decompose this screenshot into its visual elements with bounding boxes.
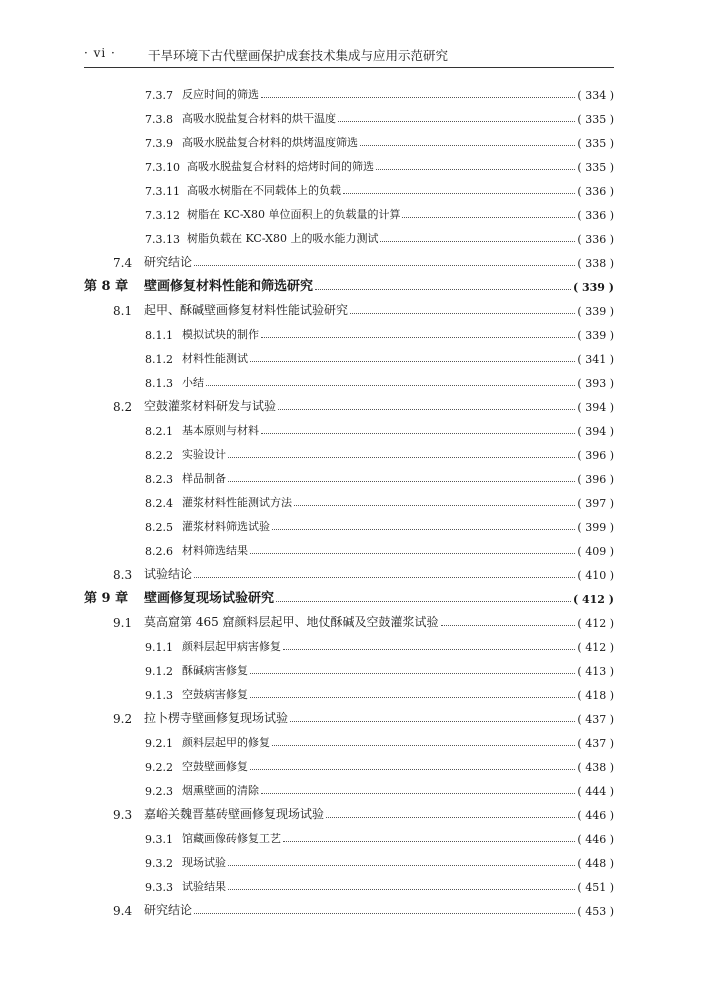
toc-entry-sub xyxy=(145,660,614,678)
toc-page-number: ( 444 ) xyxy=(577,785,614,798)
toc-entry-sub xyxy=(145,348,614,366)
toc-page-number: ( 336 ) xyxy=(577,185,614,198)
toc-title: 嘉峪关魏晋墓砖壁画修复现场试验 xyxy=(144,807,325,821)
dot-leader xyxy=(326,816,575,818)
toc-title: 实验设计 xyxy=(182,448,226,461)
toc-number: 8.2.1 xyxy=(145,425,173,438)
toc-entry-sub xyxy=(145,876,614,894)
toc-entry-sub xyxy=(145,204,614,222)
toc-title: 空鼓病害修复 xyxy=(182,688,248,701)
toc-title: 树脂负载在 KC-X80 上的吸水能力测试 xyxy=(187,232,379,245)
toc-page-number: ( 446 ) xyxy=(577,809,614,822)
dot-leader xyxy=(228,456,575,458)
toc-number: 7.3.12 xyxy=(145,209,180,222)
toc-title: 材料筛选结果 xyxy=(182,544,248,557)
dot-leader xyxy=(338,120,575,122)
dot-leader xyxy=(276,600,571,602)
toc-page-number: ( 394 ) xyxy=(577,425,614,438)
dot-leader xyxy=(380,240,575,242)
toc-entry-sec xyxy=(113,900,614,918)
toc-entry-sub xyxy=(145,180,614,198)
toc-title: 试验结果 xyxy=(182,880,226,893)
toc-page-number: ( 341 ) xyxy=(577,353,614,366)
toc-page-number: ( 453 ) xyxy=(577,905,614,918)
toc-page-number: ( 412 ) xyxy=(577,617,614,630)
toc-page-number: ( 393 ) xyxy=(577,377,614,390)
toc-page-number: ( 437 ) xyxy=(577,737,614,750)
book-title: 干旱环境下古代壁画保护成套技术集成与应用示范研究 xyxy=(148,48,449,63)
toc-title: 烟熏壁画的清除 xyxy=(182,784,259,797)
toc-title: 壁画修复现场试验研究 xyxy=(144,591,275,606)
toc-number: 9.2.2 xyxy=(145,761,173,774)
toc-title: 空鼓壁画修复 xyxy=(182,760,248,773)
toc-entry-sec xyxy=(113,564,614,582)
toc-number: 9.1.1 xyxy=(145,641,173,654)
dot-leader xyxy=(261,336,575,338)
toc-title: 高吸水脱盐复合材料的烘干温度 xyxy=(182,112,336,125)
toc-title: 壁画修复材料性能和筛选研究 xyxy=(144,279,314,294)
toc-number: 9.3 xyxy=(113,808,133,822)
toc-number: 7.3.11 xyxy=(145,185,180,198)
toc-title: 材料性能测试 xyxy=(182,352,248,365)
dot-leader xyxy=(272,528,575,530)
dot-leader xyxy=(315,288,571,290)
dot-leader xyxy=(228,480,575,482)
toc-number: 7.3.10 xyxy=(145,161,180,174)
toc-page-number: ( 335 ) xyxy=(577,113,614,126)
toc-entry-sec xyxy=(113,708,614,726)
toc-title: 现场试验 xyxy=(182,856,226,869)
toc-number: 8.2.5 xyxy=(145,521,173,534)
toc-number: 7.4 xyxy=(113,256,133,270)
dot-leader xyxy=(194,576,575,578)
toc-page-number: ( 451 ) xyxy=(577,881,614,894)
dot-leader xyxy=(283,840,575,842)
toc-page-number: ( 339 ) xyxy=(572,281,614,294)
toc-entry-sub xyxy=(145,84,614,102)
toc-page-number: ( 413 ) xyxy=(577,665,614,678)
toc-title: 研究结论 xyxy=(144,255,193,269)
dot-leader xyxy=(250,552,575,554)
toc-page-number: ( 336 ) xyxy=(577,209,614,222)
toc-page-number: ( 437 ) xyxy=(577,713,614,726)
toc-entry-sub xyxy=(145,108,614,126)
toc-number: 9.4 xyxy=(113,904,133,918)
dot-leader xyxy=(250,696,575,698)
toc-title: 样品制备 xyxy=(182,472,226,485)
toc-title: 树脂在 KC-X80 单位面积上的负载量的计算 xyxy=(187,208,401,221)
toc-number: 9.3.2 xyxy=(145,857,173,870)
toc-entry-sec xyxy=(113,300,614,318)
toc-title: 灌浆材料性能测试方法 xyxy=(182,496,292,509)
toc-page-number: ( 394 ) xyxy=(577,401,614,414)
dot-leader xyxy=(441,624,576,626)
toc-entry-sub xyxy=(145,468,614,486)
toc-title: 拉卜楞寺壁画修复现场试验 xyxy=(144,711,289,725)
toc-entry-sub xyxy=(145,132,614,150)
toc-number: 8.3 xyxy=(113,568,133,582)
toc-title: 高吸水脱盐复合材料的焙烤时间的筛选 xyxy=(187,160,374,173)
dot-leader xyxy=(272,744,575,746)
toc-entry-sub xyxy=(145,444,614,462)
toc-entry-sub xyxy=(145,540,614,558)
toc-number: 9.1 xyxy=(113,616,133,630)
toc-page-number: ( 338 ) xyxy=(577,257,614,270)
toc-number: 7.3.9 xyxy=(145,137,173,150)
toc-title: 馆藏画像砖修复工艺 xyxy=(182,832,281,845)
toc-number: 8.1.3 xyxy=(145,377,173,390)
toc-entry-sub xyxy=(145,636,614,654)
dot-leader xyxy=(278,408,575,410)
dot-leader xyxy=(228,888,575,890)
toc-number: 8.2.4 xyxy=(145,497,173,510)
toc-entry-sub xyxy=(145,780,614,798)
toc-page-number: ( 410 ) xyxy=(577,569,614,582)
toc-number: 7.3.7 xyxy=(145,89,173,102)
dot-leader xyxy=(350,312,575,314)
toc-entry-sub xyxy=(145,828,614,846)
toc-title: 颜料层起甲的修复 xyxy=(182,736,270,749)
toc-page-number: ( 396 ) xyxy=(577,473,614,486)
toc-entry-sub xyxy=(145,756,614,774)
toc-page-number: ( 335 ) xyxy=(577,137,614,150)
toc-number: 7.3.8 xyxy=(145,113,173,126)
toc-title: 试验结论 xyxy=(144,567,193,581)
toc-page-number: ( 448 ) xyxy=(577,857,614,870)
toc-title: 起甲、酥碱壁画修复材料性能试验研究 xyxy=(144,303,349,317)
toc-page-number: ( 336 ) xyxy=(577,233,614,246)
toc-number: 8.2.3 xyxy=(145,473,173,486)
toc-title: 空鼓灌浆材料研发与试验 xyxy=(144,399,277,413)
toc-title: 灌浆材料筛选试验 xyxy=(182,520,270,533)
dot-leader xyxy=(250,360,575,362)
toc-page-number: ( 396 ) xyxy=(577,449,614,462)
toc-entry-sub xyxy=(145,156,614,174)
toc-title: 莫高窟第 465 窟颜料层起甲、地仗酥碱及空鼓灌浆试验 xyxy=(144,615,439,629)
toc-title: 模拟试块的制作 xyxy=(182,328,259,341)
toc-entry-sub xyxy=(145,324,614,342)
toc-entry-sub xyxy=(145,684,614,702)
toc-entry-sec xyxy=(113,396,614,414)
toc-page-number: ( 409 ) xyxy=(577,545,614,558)
toc-number: 8.2.2 xyxy=(145,449,173,462)
dot-leader xyxy=(250,768,575,770)
dot-leader xyxy=(206,384,575,386)
toc-page-number: ( 412 ) xyxy=(572,593,614,606)
toc-number: 第 9 章 xyxy=(84,591,129,606)
toc-number: 9.3.3 xyxy=(145,881,173,894)
toc-entry-sub xyxy=(145,228,614,246)
dot-leader xyxy=(261,432,575,434)
toc-title: 反应时间的筛选 xyxy=(182,88,259,101)
dot-leader xyxy=(343,192,575,194)
toc-page-number: ( 438 ) xyxy=(577,761,614,774)
toc-entry-sub xyxy=(145,516,614,534)
toc-title: 基本原则与材料 xyxy=(182,424,259,437)
toc-page-number: ( 412 ) xyxy=(577,641,614,654)
toc-page-number: ( 446 ) xyxy=(577,833,614,846)
page-number: · vi · xyxy=(84,46,116,60)
header-rule xyxy=(84,67,614,68)
dot-leader xyxy=(283,648,575,650)
toc-entry-sub xyxy=(145,372,614,390)
toc-number: 8.2 xyxy=(113,400,133,414)
toc-entry-sub xyxy=(145,852,614,870)
toc-number: 8.1.2 xyxy=(145,353,173,366)
toc-number: 8.1 xyxy=(113,304,133,318)
toc-entry-sec xyxy=(113,612,614,630)
toc-title: 小结 xyxy=(182,376,204,389)
toc-page-number: ( 339 ) xyxy=(577,305,614,318)
dot-leader xyxy=(194,264,575,266)
toc-entry-chap xyxy=(84,588,614,606)
dot-leader xyxy=(376,168,575,170)
dot-leader xyxy=(194,912,575,914)
dot-leader xyxy=(294,504,575,506)
toc-entry-sec xyxy=(113,252,614,270)
toc-number: 第 8 章 xyxy=(84,279,129,294)
running-header xyxy=(84,46,614,68)
toc-page-number: ( 397 ) xyxy=(577,497,614,510)
toc-number: 7.3.13 xyxy=(145,233,180,246)
dot-leader xyxy=(402,216,575,218)
toc-number: 9.1.2 xyxy=(145,665,173,678)
toc-number: 9.3.1 xyxy=(145,833,173,846)
dot-leader xyxy=(261,792,575,794)
toc-page-number: ( 399 ) xyxy=(577,521,614,534)
toc-number: 9.1.3 xyxy=(145,689,173,702)
toc-number: 8.2.6 xyxy=(145,545,173,558)
dot-leader xyxy=(250,672,575,674)
toc-page-number: ( 339 ) xyxy=(577,329,614,342)
toc-title: 颜料层起甲病害修复 xyxy=(182,640,281,653)
dot-leader xyxy=(261,96,575,98)
toc-title: 研究结论 xyxy=(144,903,193,917)
toc-entry-sub xyxy=(145,732,614,750)
dot-leader xyxy=(290,720,575,722)
toc-title: 酥碱病害修复 xyxy=(182,664,248,677)
toc-entry-chap xyxy=(84,276,614,294)
dot-leader xyxy=(228,864,575,866)
toc-title: 高吸水脱盐复合材料的烘烤温度筛选 xyxy=(182,136,358,149)
toc-page-number: ( 418 ) xyxy=(577,689,614,702)
toc-number: 8.1.1 xyxy=(145,329,173,342)
toc-page-number: ( 334 ) xyxy=(577,89,614,102)
toc-number: 9.2.3 xyxy=(145,785,173,798)
toc-entry-sub xyxy=(145,492,614,510)
toc-title: 高吸水树脂在不同载体上的负载 xyxy=(187,184,341,197)
toc-entry-sec xyxy=(113,804,614,822)
dot-leader xyxy=(360,144,575,146)
toc-number: 9.2 xyxy=(113,712,133,726)
toc-entry-sub xyxy=(145,420,614,438)
toc-page-number: ( 335 ) xyxy=(577,161,614,174)
toc-number: 9.2.1 xyxy=(145,737,173,750)
